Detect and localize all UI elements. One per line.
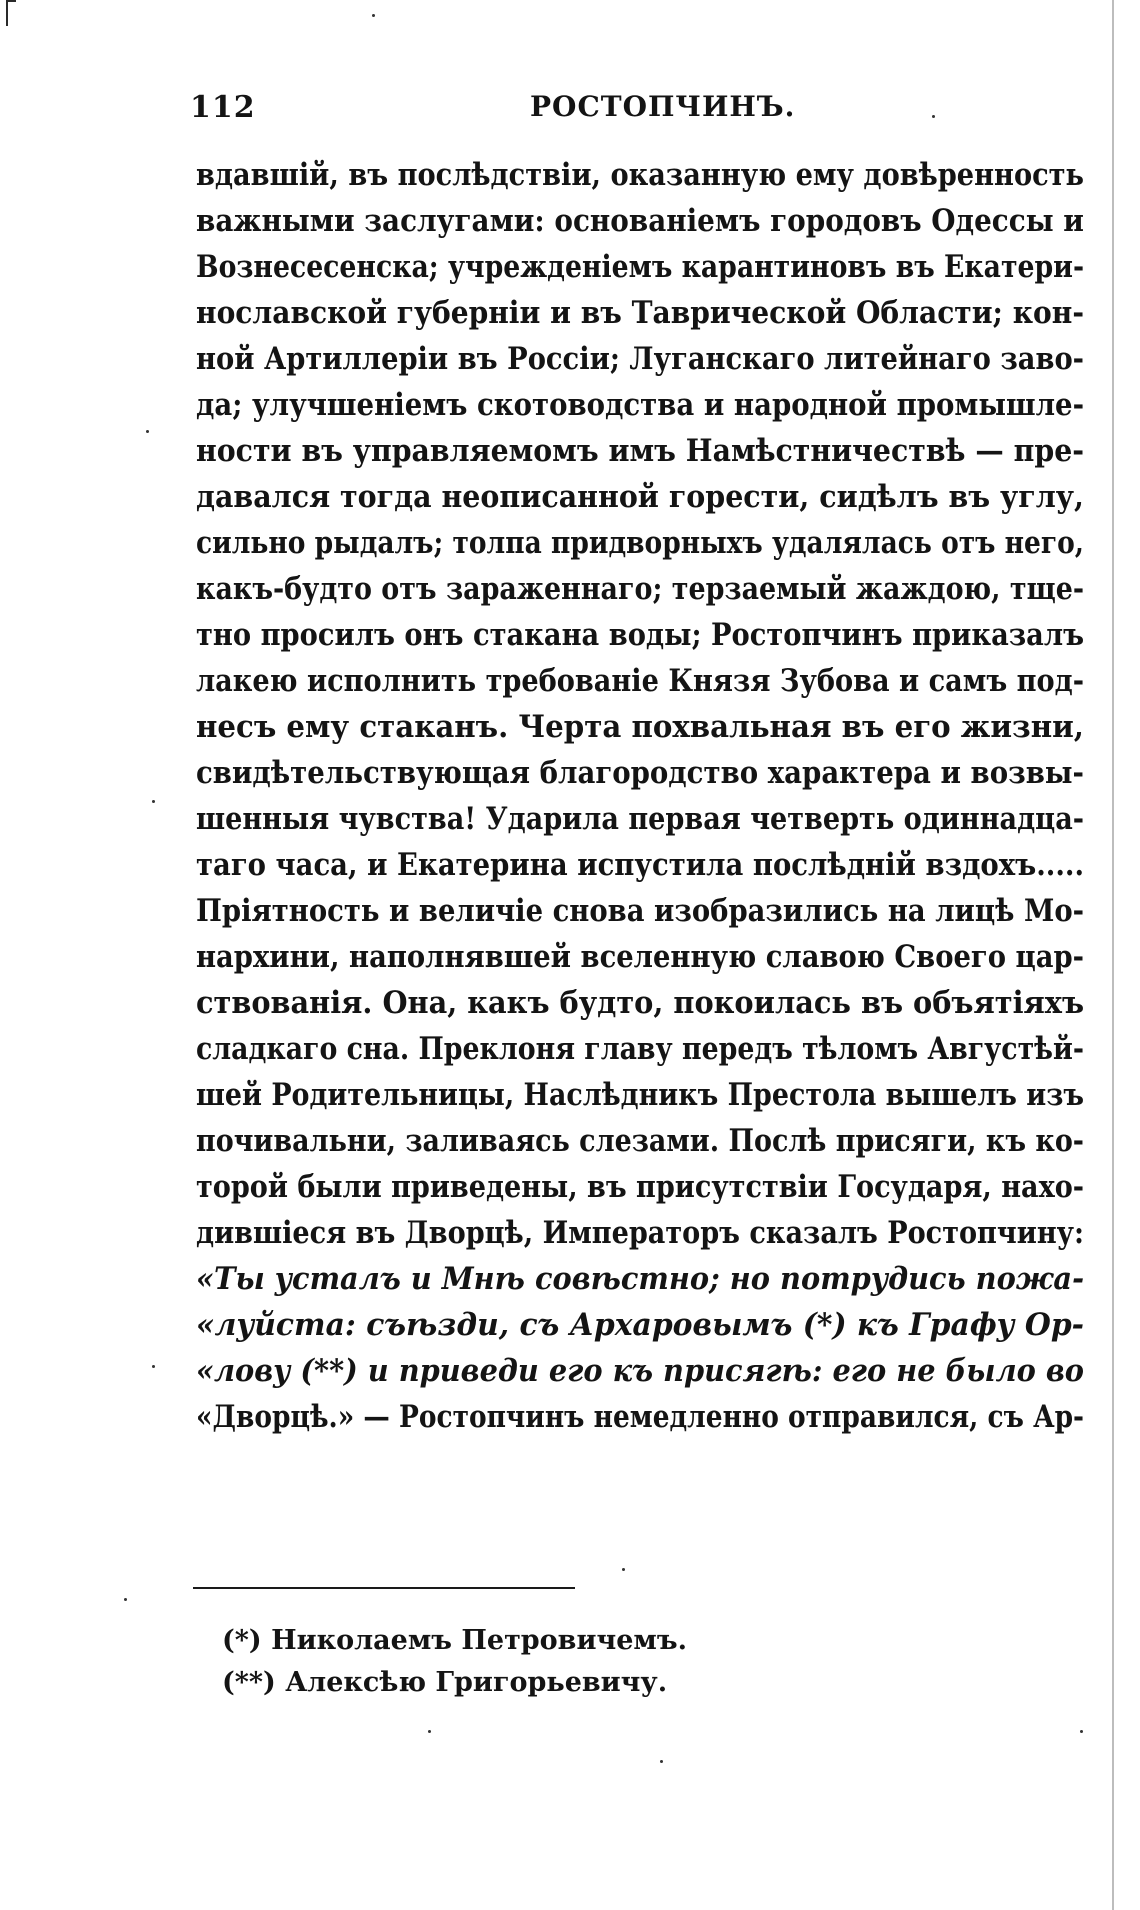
quote-line: «Ты усталъ и Мнѣ совѣстно; но потрудись пожа-: [196, 1261, 1084, 1297]
scan-speck: [660, 1760, 663, 1763]
text-line: шей Родительницы, Наслѣдникъ Престола вышелъ изъ: [196, 1077, 1084, 1113]
footnote-2: (**) Алексѣю Григорьевичу.: [222, 1667, 668, 1698]
text-line: нославской губерніи и въ Таврической Области; кон-: [196, 295, 1084, 331]
scan-speck: [124, 1598, 127, 1601]
text-line: какъ-будто отъ зараженнаго; терзаемый жаждою, тще-: [196, 571, 1084, 607]
footnote-divider: [193, 1587, 575, 1589]
text-line: несъ ему стаканъ. Черта похвальная въ его жизни,: [196, 709, 1084, 745]
text-line: шенныя чувства! Ударила первая четверть одиннадца-: [196, 801, 1084, 837]
scan-edge-mark: [6, 0, 8, 26]
text-line: важными заслугами: основаніемъ городовъ Одессы и: [196, 203, 1084, 239]
text-line: сильно рыдалъ; толпа придворныхъ удалялась отъ него,: [196, 525, 1084, 561]
text-line: давался тогда неописанной горести, сидѣлъ въ углу,: [196, 479, 1084, 515]
text-line: почивальни, заливаясь слезами. Послѣ присяги, къ ко-: [196, 1123, 1084, 1159]
text-line: да; улучшеніемъ скотоводства и народной промышле-: [196, 387, 1084, 423]
scan-speck: [932, 115, 935, 118]
footnote-1: (*) Николаемъ Петровичемъ.: [222, 1625, 687, 1656]
text-line: тно просилъ онъ стакана воды; Ростопчинъ приказалъ: [196, 617, 1084, 653]
scan-speck: [152, 1365, 155, 1368]
text-line: свидѣтельствующая благородство характера и возвы-: [196, 755, 1084, 791]
quote-line: «лову (**) и приведи его къ присягѣ: его не было во: [196, 1353, 1084, 1389]
text-line: таго часа, и Екатерина испустила послѣдній вздохъ.....: [196, 847, 1084, 883]
page-number: 112: [190, 90, 256, 125]
scan-speck: [372, 14, 375, 17]
footnotes: [222, 1620, 922, 1704]
scan-speck: [146, 430, 149, 433]
scan-speck: [428, 1730, 431, 1733]
text-line: «Дворцѣ.» — Ростопчинъ немедленно отправился, съ Ар-: [196, 1399, 1084, 1435]
text-line: ствованія. Она, какъ будто, покоилась въ объятіяхъ: [196, 985, 1084, 1021]
text-line: лакею исполнить требованіе Князя Зубова и самъ под-: [196, 663, 1084, 699]
scan-speck: [1080, 1730, 1083, 1733]
text-line: Пріятность и величіе снова изобразились на лицѣ Мо-: [196, 893, 1084, 929]
text-line: нархини, наполнявшей вселенную славою Своего цар-: [196, 939, 1084, 975]
scan-speck: [152, 800, 155, 803]
scan-right-edge: [1112, 0, 1114, 1910]
quote-line: «луйста: съѣзди, съ Архаровымъ (*) къ Графу Ор-: [196, 1307, 1084, 1343]
text-line: ной Артиллеріи въ Россіи; Луганскаго литейнаго заво-: [196, 341, 1084, 377]
scan-speck: [622, 1568, 625, 1571]
scan-edge-mark-horizontal: [6, 0, 16, 2]
text-line: вдавшій, въ послѣдствіи, оказанную ему довѣренность: [196, 157, 1084, 193]
text-line: ности въ управляемомъ имъ Намѣстничествѣ — пре-: [196, 433, 1084, 469]
text-line: сладкаго сна. Преклоня главу передъ тѣломъ Августѣй-: [196, 1031, 1084, 1067]
text-line: торой были приведены, въ присутствіи Государя, нахо-: [196, 1169, 1084, 1205]
main-text: [196, 152, 1084, 1440]
running-title: РОСТОПЧИНЪ.: [530, 90, 796, 123]
text-line: дившіеся въ Дворцѣ, Императоръ сказалъ Ростопчину:: [196, 1215, 1084, 1251]
page-header: [190, 90, 1088, 130]
text-line: Вознесесенска; учрежденіемъ карантиновъ въ Екатери-: [196, 249, 1084, 285]
